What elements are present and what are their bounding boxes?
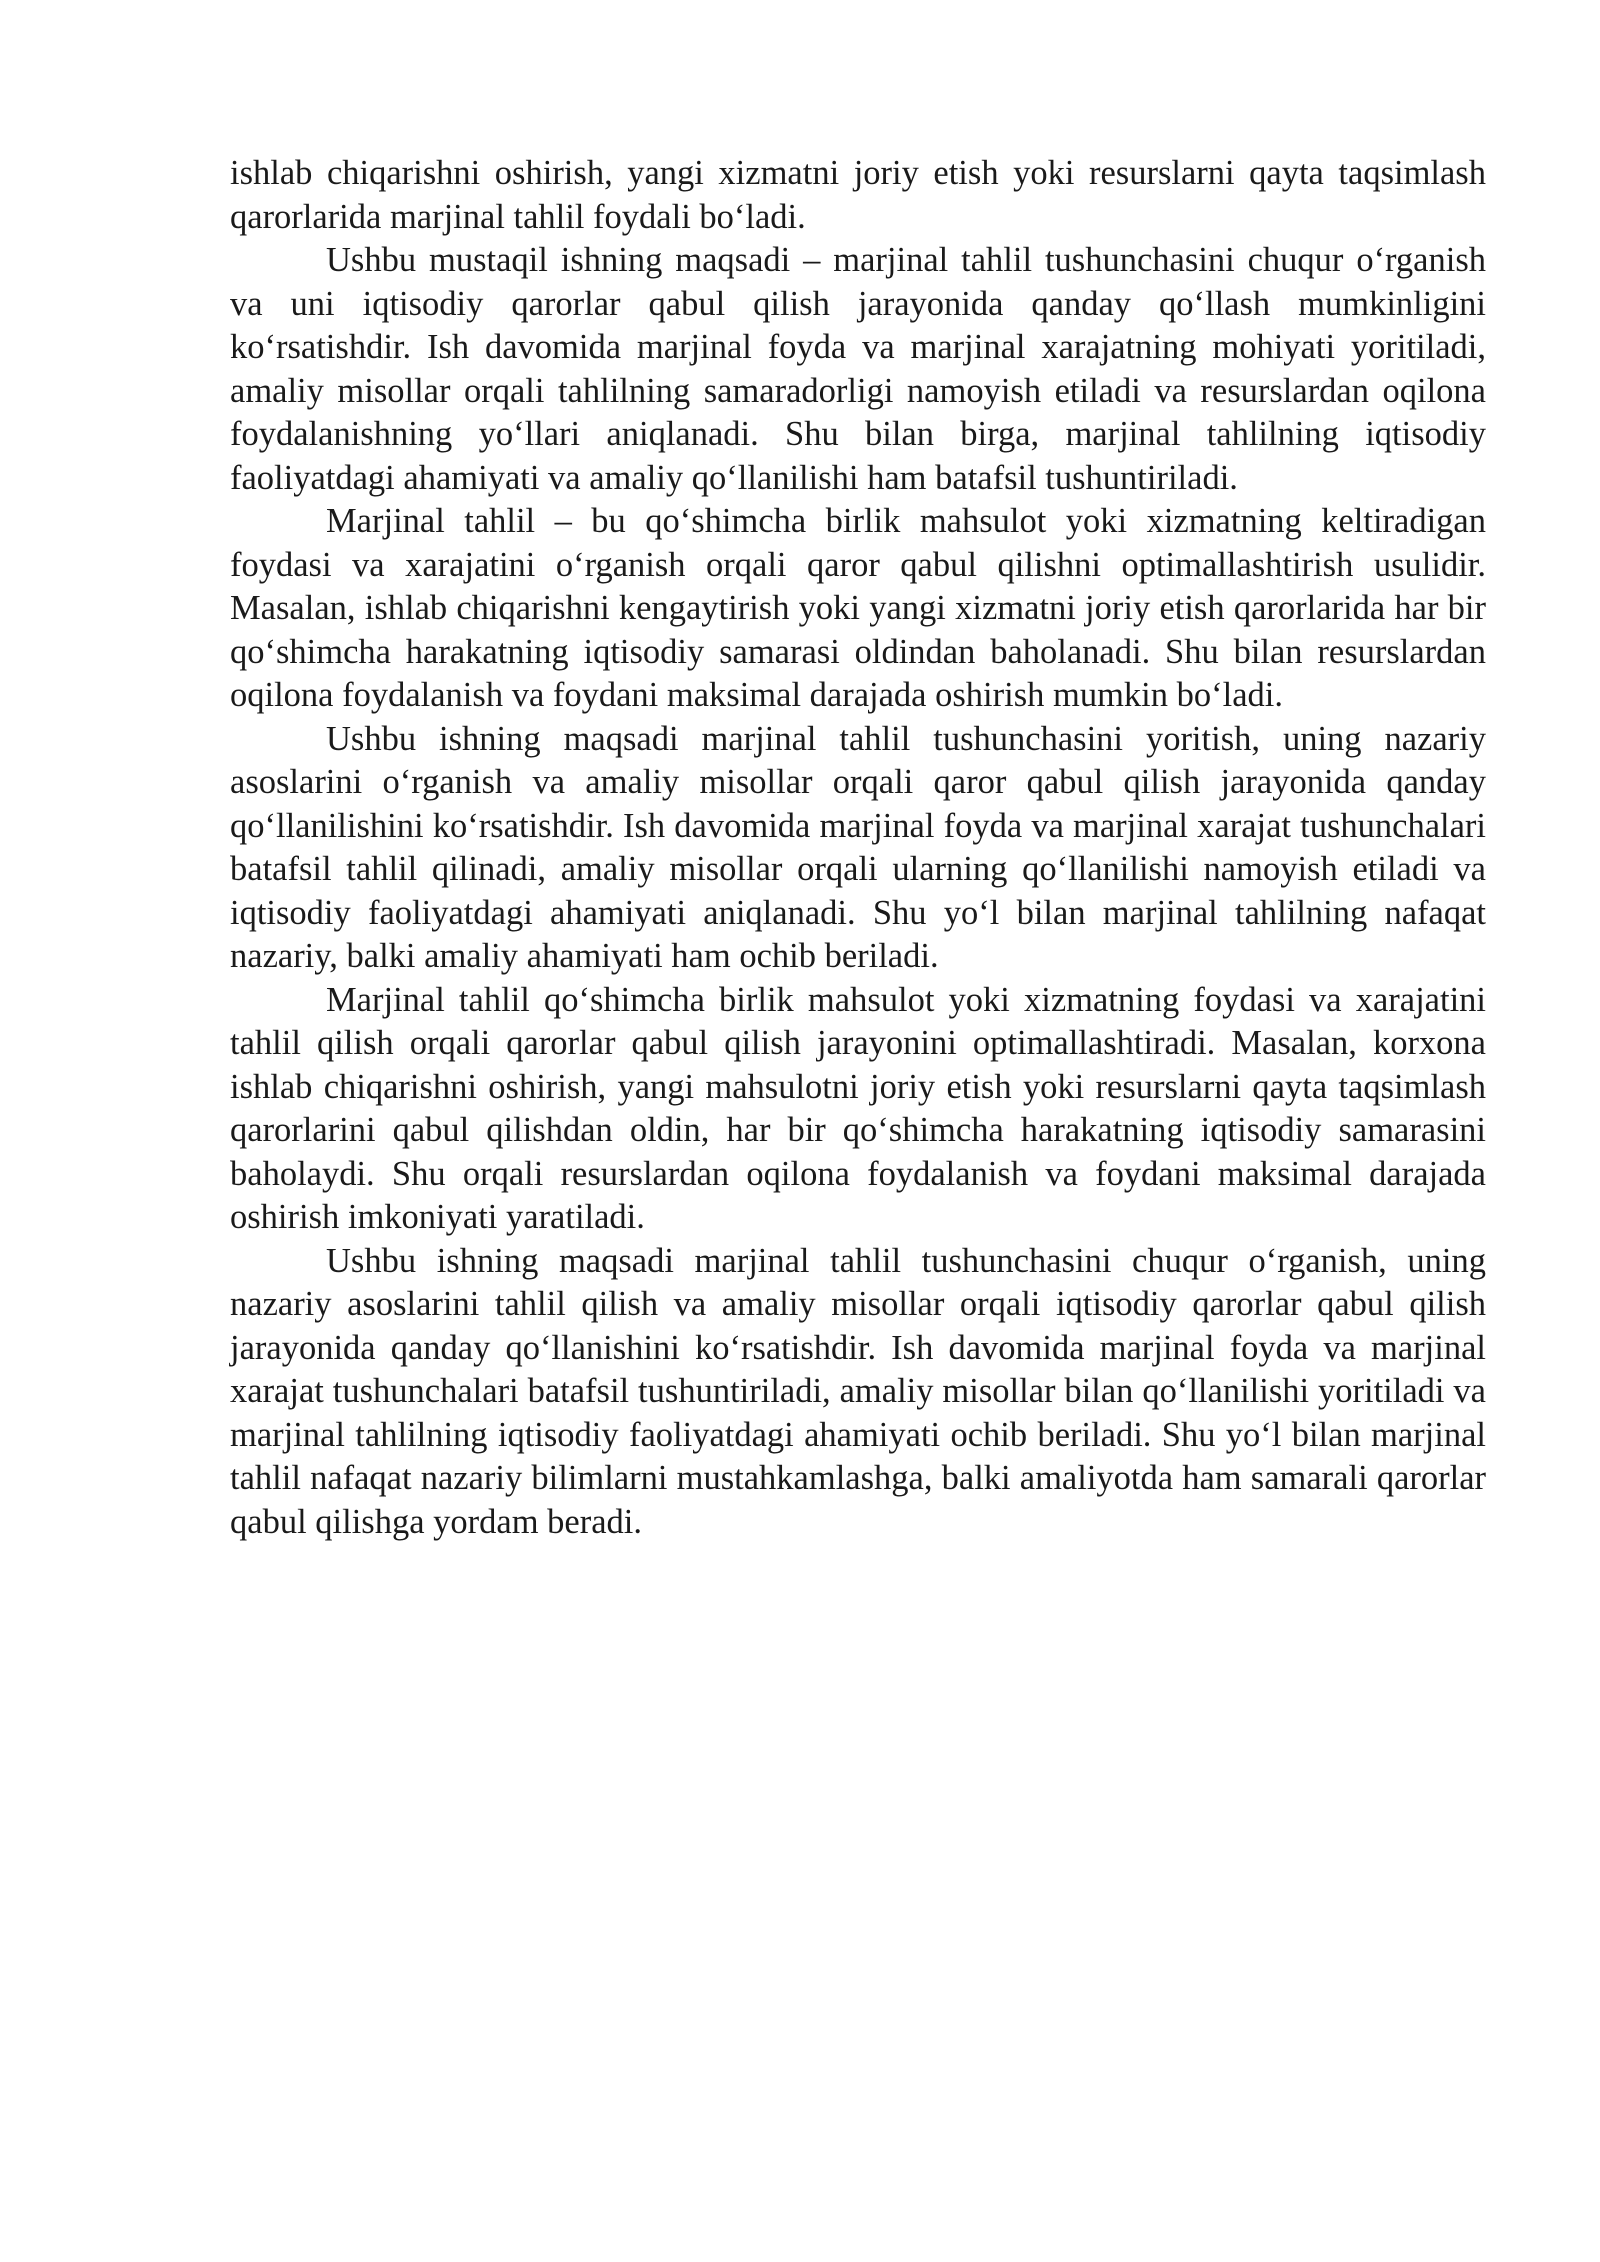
paragraph: Marjinal tahlil – bu qo‘shimcha birlik mahsulot yoki xizmatning keltiradigan foydasi va xarajatini o‘rganish orqali qaror qabul qilishni optimallashtirish usulidir. Masalan, ishlab chiqarishni kengaytirish yoki yangi xizmatni joriy etish qarorlarida har bir qo‘shimcha harakatning iqtisodiy samarasi oldindan baholanadi. Shu bilan resurslardan oqilona foydalanish va foydani maksimal darajada oshirish mumkin bo‘ladi.: [230, 502, 1486, 714]
paragraph: Ushbu ishning maqsadi marjinal tahlil tushunchasini yoritish, uning nazariy asoslarini o‘rganish va amaliy misollar orqali qaror qabul qilish jarayonida qanday qo‘llanilishini ko‘rsatishdir. Ish davomida marjinal foyda va marjinal xarajat tushunchalari batafsil tahlil qilinadi, amaliy misollar orqali ularning qo‘llanilishi namoyish etiladi va iqtisodiy faoliyatdagi ahamiyati aniqlanadi. Shu yo‘l bilan marjinal tahlilning nafaqat nazariy, balki amaliy ahamiyati ham ochib beriladi.: [230, 719, 1486, 975]
paragraph: Ushbu ishning maqsadi marjinal tahlil tushunchasini chuqur o‘rganish, uning nazariy asoslarini tahlil qilish va amaliy misollar orqali iqtisodiy qarorlar qabul qilish jarayonida qanday qo‘llanishini ko‘rsatishdir. Ish davomida marjinal foyda va marjinal xarajat tushunchalari batafsil tushuntiriladi, amaliy misollar bilan qo‘llanilishi yoritiladi va marjinal tahlilning iqtisodiy faoliyatdagi ahamiyati ochib beriladi. Shu yo‘l bilan marjinal tahlil nafaqat nazariy bilimlarni mustahkamlashga, balki amaliyotda ham samarali qarorlar qabul qilishga yordam beradi.: [230, 1241, 1486, 1541]
paragraph: Marjinal tahlil qo‘shimcha birlik mahsulot yoki xizmatning foydasi va xarajatini tahlil qilish orqali qarorlar qabul qilish jarayonini optimallashtiradi. Masalan, korxona ishlab chiqarishni oshirish, yangi mahsulotni joriy etish yoki resurslarni qayta taqsimlash qarorlarini qabul qilishdan oldin, har bir qo‘shimcha harakatning iqtisodiy samarasini baholaydi. Shu orqali resurslardan oqilona foydalanish va foydani maksimal darajada oshirish imkoniyati yaratiladi.: [230, 980, 1486, 1236]
paragraph-continued: ishlab chiqarishni oshirish, yangi xizmatni joriy etish yoki resurslarni qayta taqsimlash qarorlarida marjinal tahlil foydali bo‘ladi.: [230, 154, 1486, 236]
document-body: [230, 152, 1486, 1544]
paragraph: Ushbu mustaqil ishning maqsadi – marjinal tahlil tushunchasini chuqur o‘rganish va uni iqtisodiy qarorlar qabul qilish jarayonida qanday qo‘llash mumkinligini ko‘rsatishdir. Ish davomida marjinal foyda va marjinal xarajatning mohiyati yoritiladi, amaliy misollar orqali tahlilning samaradorligi namoyish etiladi va resurslardan oqilona foydalanishning yo‘llari aniqlanadi. Shu bilan birga, marjinal tahlilning iqtisodiy faoliyatdagi ahamiyati va amaliy qo‘llanilishi ham batafsil tushuntiriladi.: [230, 241, 1486, 497]
